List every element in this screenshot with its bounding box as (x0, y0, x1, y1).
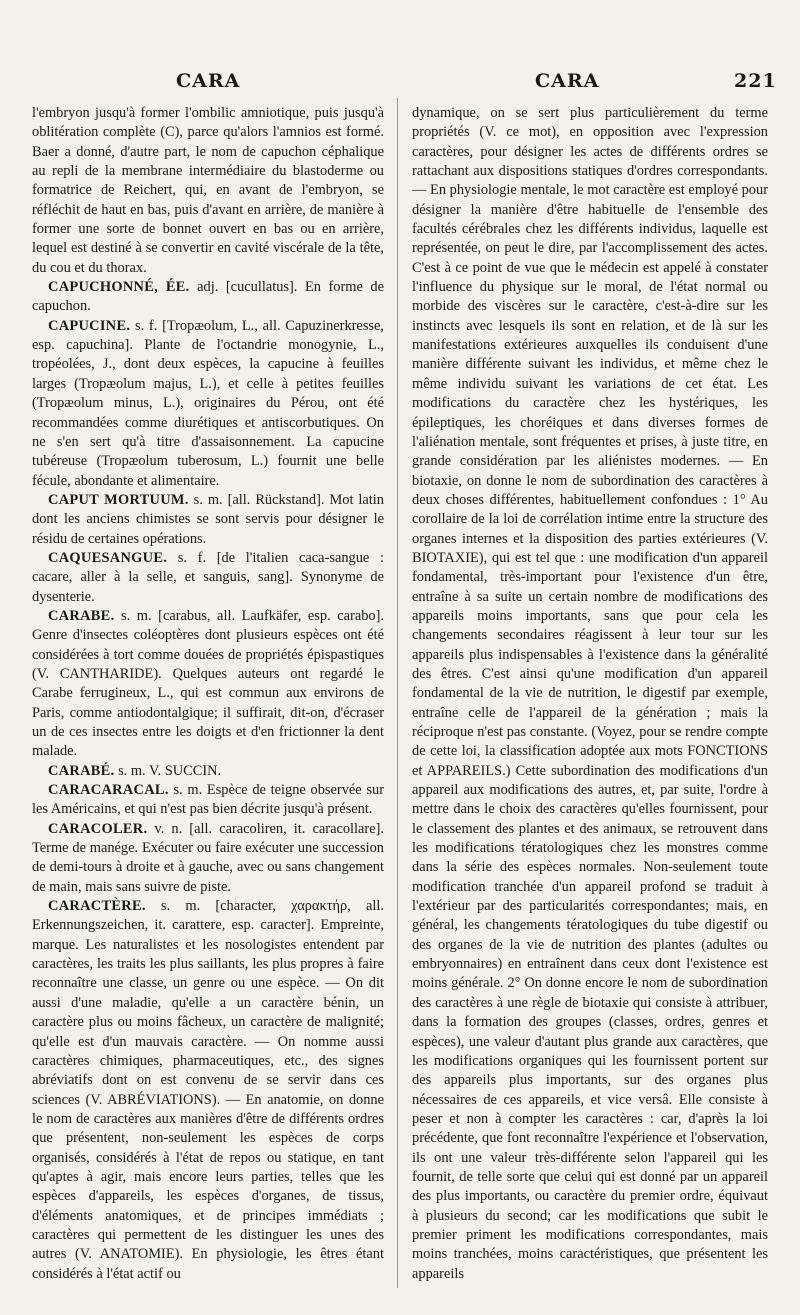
header-center-word: CARA (535, 70, 600, 92)
entry-capucine (32, 317, 384, 491)
running-header (0, 70, 800, 100)
left-column (32, 104, 384, 1284)
header-left-word: CARA (176, 70, 241, 92)
definition: s. m. Espèce de teigne observée sur les Américains, et qui n'est pas bien décrite jusqu'à présent. (32, 782, 384, 818)
headword: CAPUT MORTUUM. (48, 491, 189, 508)
headword: CARACOLER. (48, 820, 148, 837)
right-column (412, 104, 768, 1284)
entry-caractere (32, 897, 384, 1284)
definition: s. m. [carabus, all. Laufkäfer, esp. carabo]. Genre d'insectes coléoptères dont plusieurs espèces ont été considérées à tort comme douées de propriétés épispastiques (V. CANTHARIDE). Quelques auteurs ont regardé le Carabe ferrugineux, L., qui est commun aux environs de Paris, comme antiodontalgique; il suffirait, dit-on, d'écraser un de ces insectes entre les doigts et d'en frictionner la dent malade. (32, 607, 384, 760)
definition: s. f. [Tropæolum, L., all. Capuzinerkresse, esp. capuchina]. Plante de l'octandrie monogynie, L., tropéolées, J., dont deux espèces, la capucine à feuilles larges (Tropæolum majus, L.), et celle à petites feuilles (Tropæolum minus, L.), originaires du Pérou, ont été recommandées comme diurétiques et antiscorbutiques. On ne s'en sert qu'à titre d'assaisonnement. La capucine tubéreuse (Tropæolum tuberosum, L.) fournit une belle fécule, abondante et alimentaire. (32, 317, 384, 489)
definition: v. n. [all. caracoliren, it. caracollare]. Terme de manége. Exécuter ou faire exécuter une succession de demi-tours à droite et à gauche, avec ou sans changement de main, mais sans suivre de piste. (32, 820, 384, 895)
definition: s. m. [character, χαρακτήρ, all. Erkennungszeichen, it. carattere, esp. caracter]. Empreinte, marque. Les naturalistes et les nosologistes entendent par caractères, les traits les plus saillants, les plus propres à faire reconnaître une classe, un genre ou une espèce. — On dit aussi d'une maladie, qu'elle a un caractère bénin, un caractère plus ou moins fâcheux, un caractère de malignité; qu'elle est d'un mauvais caractère. — On nomme aussi caractères chimiques, pharmaceutiques, etc., des signes abréviatifs dont on est convenu de se servir dans ces sciences (V. ABRÉVIATIONS). — En anatomie, on donne le nom de caractères aux manières d'être de différents ordres que présentent, non-seulement les espèces de corps organisés, considérés à l'état de repos ou statique, en tant qu'aptes à agir, mais encore leurs parties, telles que les espèces d'appareils, les espèces d'organes, de tissus, d'éléments anatomiques, et de principes immédiats ; caractères qui permettent de les distinguer les unes des autres (V. ANATOMIE). En physiologie, les êtres étant considérés à l'état actif ou (32, 898, 384, 1282)
headword: CAQUESANGUE. (48, 549, 168, 566)
entry-carabe (32, 607, 384, 762)
column-divider (397, 98, 398, 1288)
headword: CARABE. (48, 607, 115, 624)
entry-caput-mortuum (32, 491, 384, 549)
headword: CAPUCINE. (48, 317, 131, 334)
entry-carabe-succin (32, 762, 384, 781)
definition: s. f. [de l'italien caca-sangue : cacare, aller à la selle, et sanguis, sang]. Synonyme de dysenterie. (32, 549, 384, 605)
entry-caracoler (32, 820, 384, 897)
definition: s. m. V. SUCCIN. (114, 762, 222, 779)
entry-caquesangue (32, 549, 384, 607)
entry-continuation: l'embryon jusqu'à former l'ombilic amniotique, puis jusqu'à oblitération complète (C), parce qu'alors l'amnios est formé. Baer a donné, d'autre part, le nom de capuchon céphalique au repli de la membrane intermédiaire du blastoderme ou formatrice de Reichert, qui, en avant de l'embryon, se réfléchit de haut en bas, puis d'avant en arrière, de manière à former une sorte de bonnet ouvert en bas ou en arrière, lequel est destiné à se convertir en cavité viscérale de la tête, du cou et du thorax. (32, 105, 384, 276)
headword: CAPUCHONNÉ, ÉE. (48, 279, 190, 296)
page-number: 221 (734, 70, 777, 92)
entry-continuation: dynamique, on se sert plus particulièrement du terme propriétés (V. ce mot), en opposition avec l'expression caractères, pour désigner les actes de différents ordres se rattachant aux dispositions statiques d'ordres correspondants. — En physiologie mentale, le mot caractère est employé pour désigner la manière d'être habituelle de l'ensemble des facultés cérébrales chez les différents individus, laquelle est représentée, on peut le dire, par l'accomplissement des actes. C'est à ce point de vue que le médecin est appelé à constater l'influence du physique sur le moral, de l'état normal ou morbide des viscères sur le caractère, c'est-à-dire sur les instincts avec lesquels ils sont en relation, et de là sur les manifestations extérieures auxquelles ils conduisent d'une manière différente suivant les individus, et même chez le même individu suivant les variations de cet état. Les modifications du caractère chez les hystériques, les épileptiques, les choréiques et dans diverses formes de l'aliénation mentale, sont fréquentes et prises, à juste titre, en grande considération par les aliénistes modernes. — En biotaxie, on donne le nom de subordination des caractères à deux choses différentes, habituellement confondues : 1° Au corollaire de la loi de corrélation intime entre la structure des organes internes et la disposition des parties extérieures (V. BIOTAXIE), qui est tel que : une modification d'un appareil fondamental, très-important pour l'existence d'un être, entraîne à sa suite un certain nombre de modifications des appareils moins importants, sans que pour cela les changements secondaires réagissent à leur tour sur les appareils plus indispensables à l'existence dans la généralité des êtres. C'est ainsi qu'une modification d'un appareil fondamental de la vie de nutrition, le digestif par exemple, entraîne celle de l'appareil de la génération ; mais la réciproque n'est pas constante. (Voyez, pour se rendre compte de cette loi, la classification adoptée aux mots FONCTIONS et APPAREILS.) Cette subordination des modifications d'un appareil aux modifications des autres, et, par suite, l'ordre à mettre dans le choix des caractères qu'elles fournissent, pour le classement des plantes et des animaux, se retrouvent dans les modifications tératologiques chez les monstres comme dans la série des espèces normales. Non-seulement toute modification tranchée d'un appareil profond se traduit à l'extérieur par des particularités correspondantes; mais, en général, les changements tératologiques du tube digestif ou des organes de la vie de nutrition des plantes (adultes ou embryonnaires) en entraînent dans ceux dont l'existence est moins générale. 2° On donne encore le nom de subordination des caractères à une règle de biotaxie qui consiste à attribuer, dans la formation des groupes (classes, ordres, genres et espèces), une valeur d'autant plus grande aux caractères, que les modifications organiques qui les fournissent portent sur des appareils plus importants, sur des organes plus nécessaires de ces appareils, et vice versâ. Elle consiste à peser et non à compter les caractères : car, d'après la loi précédente, que font reconnaître l'expérience et l'observation, ils ont une valeur très-différente selon l'appareil qui les fournit, de telle sorte que celui qui est donné par un appareil des plus importants, ou caractère du premier ordre, équivaut à plusieurs du second; car les modifications que subit le premier priment les modifications correspondantes, mais moins tranchées, moins caractéristiques, que présentent les appareils (412, 105, 768, 1282)
headword: CARABÉ. (48, 762, 115, 779)
headword: CARACARACAL. (48, 782, 169, 799)
headword: CARACTÈRE. (48, 898, 146, 915)
entry-caracaracal (32, 781, 384, 820)
definition: adj. [cucullatus]. En forme de capuchon. (32, 279, 385, 315)
entry-capuchonne (32, 278, 384, 317)
definition: s. m. [all. Rückstand]. Mot latin dont les anciens chimistes se sont servis pour désigner le résidu de certaines opérations. (32, 491, 384, 547)
